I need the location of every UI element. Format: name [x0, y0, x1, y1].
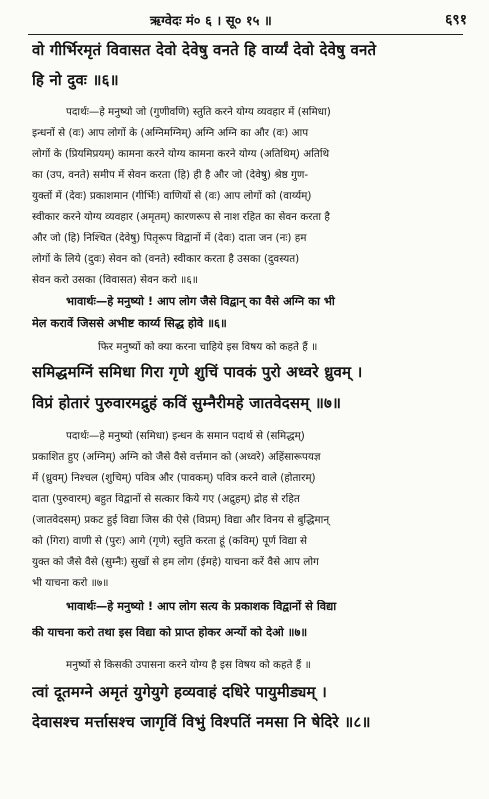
mantra-6-line-1: वो गीर्भिरमृतं विवासत देवो देवेषु वनते हि वार्य्यं देवो देवेषु वनते [32, 41, 377, 59]
running-header [0, 10, 489, 34]
padartha-6-line-1: पदार्थः—हे मनुष्यो जो (गुणीवणि) स्तुति करने योग्य व्यवहार में (समिधा) [66, 106, 331, 118]
padartha-7-line-4: दाता (पुरुवारम्) बहुत विद्वानों से सत्कार किये गए (अद्रुहम्) द्रोह से रहित [32, 493, 300, 505]
padartha-6-line-6: स्वीकार करने योग्य व्यवहार (अमृतम्) कारणरूप से नाश रहित का सेवन करता है [32, 211, 330, 223]
intro-8: मनुष्यों से किसकी उपासना करने योग्य है इस विषय को कहते हैं ॥ [66, 659, 311, 671]
header-rule [28, 34, 463, 35]
bhavartha-7-line-2: की याचना करो तथा इस विद्या को प्राप्त होकर अन्यों को देओ ॥७॥ [32, 626, 308, 639]
bhavartha-6-line-2: मेल करावें जिससे अभीष्ट कार्य्य सिद्ध होवे ॥६॥ [32, 317, 227, 330]
intro-7: फिर मनुष्यों को क्या करना चाहिये इस विषय को कहते हैं ॥ [98, 341, 318, 353]
padartha-6-line-3: लोगों के (प्रियमिप्रयम्) कामना करने योग्य कामना करने योग्य (अतिथिम्) अतिथि [32, 148, 330, 160]
mantra-8-line-1: त्वां दूतमग्ने अमृतं युगेयुगे हव्यवाहं दधिरे पायुमीड्यम् । [32, 683, 327, 701]
header-title: ऋग्वेदः मं० ६ । सू० १५ ॥ [150, 14, 272, 29]
padartha-6-line-9: सेवन करो उसका (विवासत) सेवन करो ॥६॥ [32, 274, 199, 286]
padartha-6-line-5: युक्तों में (देवः) प्रकाशमान (गीर्भिः) वाणियों से (वः) आप लोगों को (वार्य्यम्) [32, 190, 312, 202]
padartha-7-line-5: (जातवेदसम्) प्रकट हुई विद्या जिस की ऐसे (विप्रम्) विद्या और विनय से बुद्धिमान् [32, 514, 330, 526]
padartha-7-line-8: भी याचना करो ॥७॥ [32, 577, 109, 589]
mantra-7-line-1: समिद्धमग्निं समिधा गिरा गृणे शुचिं पावकं पुरो अध्वरे ध्रुवम् । [32, 363, 363, 381]
padartha-6-line-8: लोगों के लिये (दुवः) सेवन को (वनते) स्वीकार करता है उसका (दुवस्यत) [32, 253, 300, 265]
padartha-7-line-6: को (गिरा) वाणी से (पुरः) आगे (गृणे) स्तुति करता हूं (कविम्) पूर्ण विद्या से [32, 535, 308, 547]
bhavartha-7-line-1: भावार्थः—हे मनुष्यो ! आप लोग सत्य के प्रकाशक विद्वानों से विद्या [66, 600, 337, 613]
mantra-8-line-2: देवासश्च मर्त्तासश्च जागृविं विभुं विश्पतिं नमसा नि षेदिरे ॥८॥ [32, 713, 371, 731]
mantra-6-line-2: हि नो दुवः ॥६॥ [32, 71, 119, 89]
page-number: ६९१ [445, 12, 467, 28]
padartha-7-line-1: पदार्थः—हे मनुष्यो (समिधा) इन्धन के समान पदार्थ से (समिद्धम्) [66, 430, 305, 442]
bhavartha-6-line-1: भावार्थः—हे मनुष्यो ! आप लोग जैसे विद्वान् का वैसे अग्नि का भी [66, 295, 335, 308]
padartha-7-line-3: में (ध्रुवम्) निश्चल (शुचिम्) पवित्र और (पावकम्) पवित्र करने वाले (होतारम्) [32, 472, 316, 484]
padartha-7-line-7: युक्त को जैसे वैसे (सुम्नैः) सुखों से हम लोग (ईमहे) याचना करें वैसे आप लोग [32, 556, 319, 568]
padartha-7-line-2: प्रकाशित हुए (अग्निम्) अग्नि को जैसे वैसे वर्त्तमान को (अध्वरे) अहिंसारूपयज्ञ [32, 451, 321, 463]
padartha-6-line-4: का (उप, वनते) समीप में सेवन करता (हि) ही है और जो (देवेषु) श्रेष्ठ गुण- [32, 169, 309, 181]
mantra-7-line-2: विप्रं होतारं पुरुवारमद्रुहं कविं सुम्नैरीमहे जातवेदसम् ॥७॥ [32, 394, 342, 412]
padartha-6-line-7: और जो (हि) निश्चित (देवेषु) पितृरूप विद्वानों में (देवः) दाता जन (नः) हम [32, 232, 307, 244]
padartha-6-line-2: इन्धनों से (वः) आप लोगों के (अग्निमग्निम्) अग्नि अग्नि का और (वः) आप [32, 127, 309, 139]
